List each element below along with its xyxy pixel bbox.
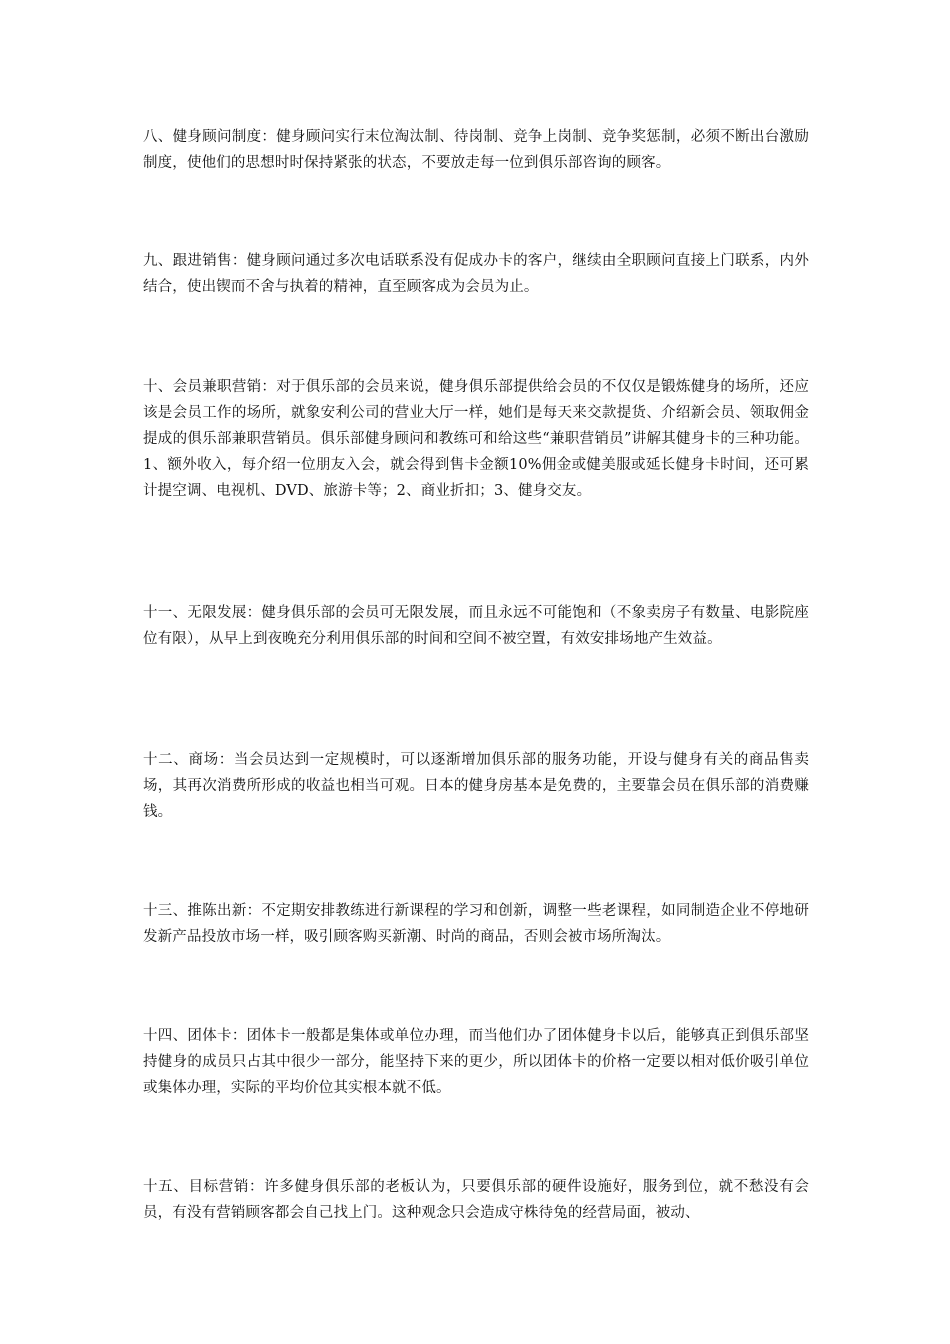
paragraph-innovation: 十三、推陈出新：不定期安排教练进行新课程的学习和创新，调整一些老课程，如同制造企业不停地研发新产品投放市场一样，吸引顾客购买新潮、时尚的商品，否则会被市场所淘汰。 bbox=[143, 903, 809, 945]
paragraph-group-card: 十四、团体卡：团体卡一般都是集体或单位办理，而当他们办了团体健身卡以后，能够真正到俱乐部坚持健身的成员只占其中很少一部分，能坚持下来的更少，所以团体卡的价格一定要以相对低价吸引单位或集体办理，实际的平均价位其实根本就不低。 bbox=[143, 1028, 809, 1096]
paragraph-target-marketing: 十五、目标营销：许多健身俱乐部的老板认为，只要俱乐部的硬件设施好，服务到位，就不愁没有会员，有没有营销顾客都会自己找上门。这种观念只会造成守株待兔的经营局面，被动、 bbox=[143, 1179, 809, 1221]
paragraph-follow-up-sales: 九、跟进销售：健身顾问通过多次电话联系没有促成办卡的客户，继续由全职顾问直接上门联系，内外结合，使出锲而不舍与执着的精神，直至顾客成为会员为止。 bbox=[143, 253, 809, 295]
paragraph-store: 十二、商场：当会员达到一定规模时，可以逐渐增加俱乐部的服务功能，开设与健身有关的商品售卖场，其再次消费所形成的收益也相当可观。日本的健身房基本是免费的，主要靠会员在俱乐部的消费赚钱。 bbox=[143, 752, 809, 820]
paragraph-unlimited-development: 十一、无限发展：健身俱乐部的会员可无限发展，而且永远不可能饱和（不象卖房子有数量、电影院座位有限），从早上到夜晚充分利用俱乐部的时间和空间不被空置，有效安排场地产生效益。 bbox=[143, 605, 809, 647]
paragraph-member-part-time-marketing: 十、会员兼职营销：对于俱乐部的会员来说，健身俱乐部提供给会员的不仅仅是锻炼健身的场所，还应该是会员工作的场所，就象安利公司的营业大厅一样，她们是每天来交款提货、介绍新会员、领取佣金提成的俱乐部兼职营销员。俱乐部健身顾问和教练可和给这些“兼职营销员”讲解其健身卡的三种功能。1、额外收入，每介绍一位朋友入会，就会得到售卡金额10%佣金或健美服或延长健身卡时间，还可累计提空调、电视机、DVD、旅游卡等；2、商业折扣；3、健身交友。 bbox=[143, 379, 809, 499]
paragraph-fitness-consultant-system: 八、健身顾问制度：健身顾问实行末位淘汰制、待岗制、竞争上岗制、竞争奖惩制，必须不断出台激励制度，使他们的思想时时保持紧张的状态，不要放走每一位到俱乐部咨询的顾客。 bbox=[143, 129, 809, 171]
